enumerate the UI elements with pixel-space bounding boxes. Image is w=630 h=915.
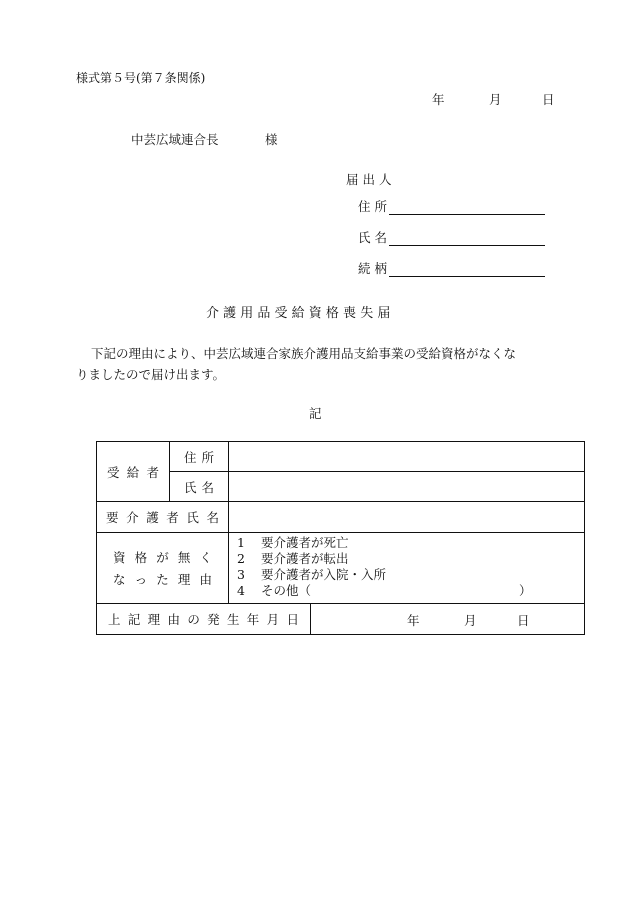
body-line-1: 下記の理由により、中芸広域連合家族介護用品支給事業の受給資格がなくな (91, 346, 517, 361)
applicant-address-label: 住 所 (358, 199, 387, 214)
recipient-name-field[interactable] (229, 472, 585, 502)
applicant-name-label: 氏 名 (358, 230, 387, 245)
header-date-month: 月 (489, 92, 502, 107)
address-label-cell: 住 所 (170, 442, 229, 472)
applicant-relation-line[interactable] (389, 262, 545, 277)
reason-label-cell: 資 格 が 無 く な っ た 理 由 (97, 533, 229, 604)
reason-option-3[interactable]: 3 要介護者が入院・入所 (237, 567, 387, 582)
occurrence-label-cell: 上 記 理 由 の 発 生 年 月 日 (97, 604, 311, 635)
applicant-heading: 届 出 人 (346, 172, 392, 187)
document-title: 介 護 用 品 受 給 資 格 喪 失 届 (206, 306, 391, 321)
header-date-year: 年 (432, 92, 445, 107)
reason-option-1[interactable]: 1 要介護者が死亡 (237, 535, 349, 550)
recipient-honorific: 様 (265, 132, 278, 147)
reason-other-close: ） (519, 583, 532, 598)
header-date-day: 日 (542, 92, 555, 107)
form-table (96, 441, 585, 635)
recipient-name: 中芸広域連合長 (131, 132, 219, 147)
occurrence-day: 日 (517, 613, 530, 628)
name-label-cell: 氏 名 (170, 472, 229, 502)
applicant-relation-row (358, 259, 545, 277)
reason-option-4[interactable]: 4 その他（ ） (237, 583, 532, 598)
care-person-name-field[interactable] (229, 502, 585, 533)
header-date (432, 90, 555, 108)
occurrence-date-field[interactable] (311, 604, 585, 635)
applicant-name-line[interactable] (389, 231, 545, 246)
ki-label: 記 (309, 406, 322, 421)
applicant-name-row (358, 228, 545, 246)
care-person-label-cell: 要 介 護 者 氏 名 (97, 502, 229, 533)
reason-options-cell (229, 533, 585, 604)
occurrence-month: 月 (464, 613, 477, 628)
form-number: 様式第５号(第７条関係) (76, 71, 206, 85)
applicant-relation-label: 続 柄 (358, 261, 387, 276)
body-line-2: りましたので届け出ます。 (76, 367, 226, 382)
applicant-address-line[interactable] (389, 200, 545, 215)
recipient-label-cell: 受 給 者 (97, 442, 170, 502)
reason-option-2[interactable]: 2 要介護者が転出 (237, 551, 349, 566)
recipient-address-field[interactable] (229, 442, 585, 472)
occurrence-year: 年 (407, 613, 420, 628)
applicant-address-row (358, 197, 545, 215)
